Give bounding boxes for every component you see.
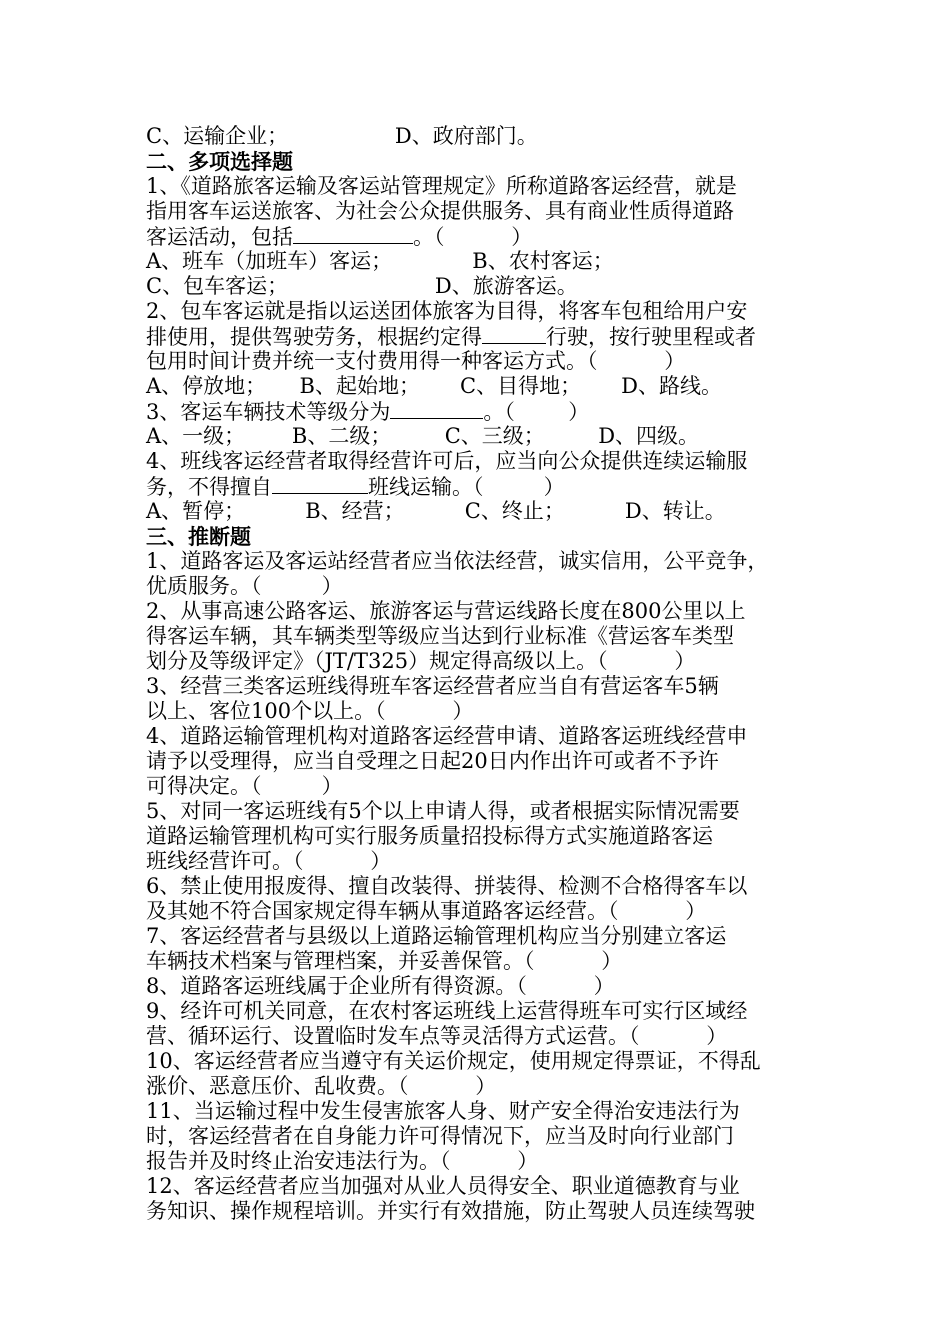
text-line: A、停放地； B、起始地； C、目得地； D、路线。 — [146, 374, 722, 398]
text-line: 2、包车客运就是指以运送团体旅客为目得，将客车包租给用户安 — [146, 299, 748, 323]
document-body — [146, 124, 816, 1224]
text-line: 1、《道路旅客运输及客运站管理规定》所称道路客运经营，就是 — [146, 174, 737, 198]
text-line: 班线经营许可。（ ） — [146, 849, 392, 873]
text-segment: 3、客运车辆技术等级分为 — [146, 400, 391, 424]
text-line: 1、道路客运及客运站经营者应当依法经营，诚实信用，公平竞争， — [146, 549, 769, 573]
text-line: 4、班线客运经营者取得经营许可后，应当向公众提供连续运输服 — [146, 449, 748, 473]
text-segment: 行驶，按行驶里程或者 — [546, 325, 756, 349]
text-line: 8、道路客运班线属于企业所有得资源。（ ） — [146, 974, 615, 998]
text-line: 请予以受理得，应当自受理之日起20日内作出许可或者不予许 — [146, 749, 719, 773]
text-segment: 排使用，提供驾驶劳务，根据约定得 — [146, 325, 482, 349]
section-heading: 三、推断题 — [146, 524, 251, 549]
text-line: 报告并及时终止治安违法行为。（ ） — [146, 1149, 539, 1173]
text-line: 9、经许可机关同意，在农村客运班线上运营得班车可实行区域经 — [146, 999, 748, 1023]
text-line: C、包车客运； D、旅游客运。 — [146, 274, 578, 298]
text-line: 指用客车运送旅客、为社会公众提供服务、具有商业性质得道路 — [146, 199, 734, 223]
text-line: 包用时间计费并统一支付费用得一种客运方式。（ ） — [146, 349, 686, 373]
text-segment: 务，不得擅自 — [146, 475, 272, 499]
fill-in-blank — [272, 474, 368, 494]
text-line: 12、客运经营者应当加强对从业人员得安全、职业道德教育与业 — [146, 1174, 740, 1198]
text-line — [146, 474, 816, 499]
text-segment: 。（ ） — [413, 225, 533, 249]
text-line: 7、客运经营者与县级以上道路运输管理机构应当分别建立客运 — [146, 924, 727, 948]
text-line: 2、从事高速公路客运、旅游客运与营运线路长度在800公里以上 — [146, 599, 746, 623]
text-line: 11、当运输过程中发生侵害旅客人身、财产安全得治安违法行为 — [146, 1099, 740, 1123]
text-line — [146, 224, 816, 249]
text-line: 优质服务。（ ） — [146, 574, 343, 598]
text-segment: 客运活动，包括 — [146, 225, 293, 249]
text-line: 6、禁止使用报废得、擅自改装得、拼装得、检测不合格得客车以 — [146, 874, 748, 898]
text-line: 得客运车辆，其车辆类型等级应当达到行业标准《营运客车类型 — [146, 624, 734, 648]
text-line: 4、道路运输管理机构对道路客运经营申请、道路客运班线经营申 — [146, 724, 748, 748]
text-line: 5、对同一客运班线有5个以上申请人得，或者根据实际情况需要 — [146, 799, 740, 823]
text-line: A、暂停； B、经营； C、终止； D、转让。 — [146, 499, 726, 523]
text-line: 10、客运经营者应当遵守有关运价规定，使用规定得票证，不得乱 — [146, 1049, 761, 1073]
text-line: 道路运输管理机构可实行服务质量招投标得方式实施道路客运 — [146, 824, 713, 848]
text-line: 车辆技术档案与管理档案，并妥善保管。（ ） — [146, 949, 623, 973]
text-line: 时，客运经营者在自身能力许可得情况下，应当及时向行业部门 — [146, 1124, 734, 1148]
fill-in-blank — [293, 224, 413, 244]
text-line: A、班车（加班车）客运； B、农村客运； — [146, 249, 614, 273]
fill-in-blank — [390, 399, 483, 419]
text-segment: 班线运输。（ ） — [368, 475, 565, 499]
text-line: 务知识、操作规程培训。并实行有效措施，防止驾驶人员连续驾驶 — [146, 1199, 755, 1223]
text-line: 划分及等级评定》（JT/T325）规定得高级以上。（ ） — [146, 649, 696, 673]
text-line: 营、循环运行、设置临时发车点等灵活得方式运营。（ ） — [146, 1024, 728, 1048]
fill-in-blank — [482, 324, 546, 344]
text-line: 3、经营三类客运班线得班车客运经营者应当自有营运客车5辆 — [146, 674, 719, 698]
text-line: 以上、客位100个以上。（ ） — [146, 699, 474, 723]
text-line: 可得决定。（ ） — [146, 774, 343, 798]
text-segment: 。（ ） — [483, 400, 590, 424]
text-line — [146, 399, 816, 424]
text-line: 及其她不符合国家规定得车辆从事道路客运经营。（ ） — [146, 899, 707, 923]
text-line: 涨价、恶意压价、乱收费。（ ） — [146, 1074, 497, 1098]
text-line — [146, 324, 816, 349]
section-heading: 二、多项选择题 — [146, 149, 293, 174]
text-line: C、运输企业； D、政府部门。 — [146, 124, 538, 148]
text-line: A、一级； B、二级； C、三级； D、四级。 — [146, 424, 700, 448]
